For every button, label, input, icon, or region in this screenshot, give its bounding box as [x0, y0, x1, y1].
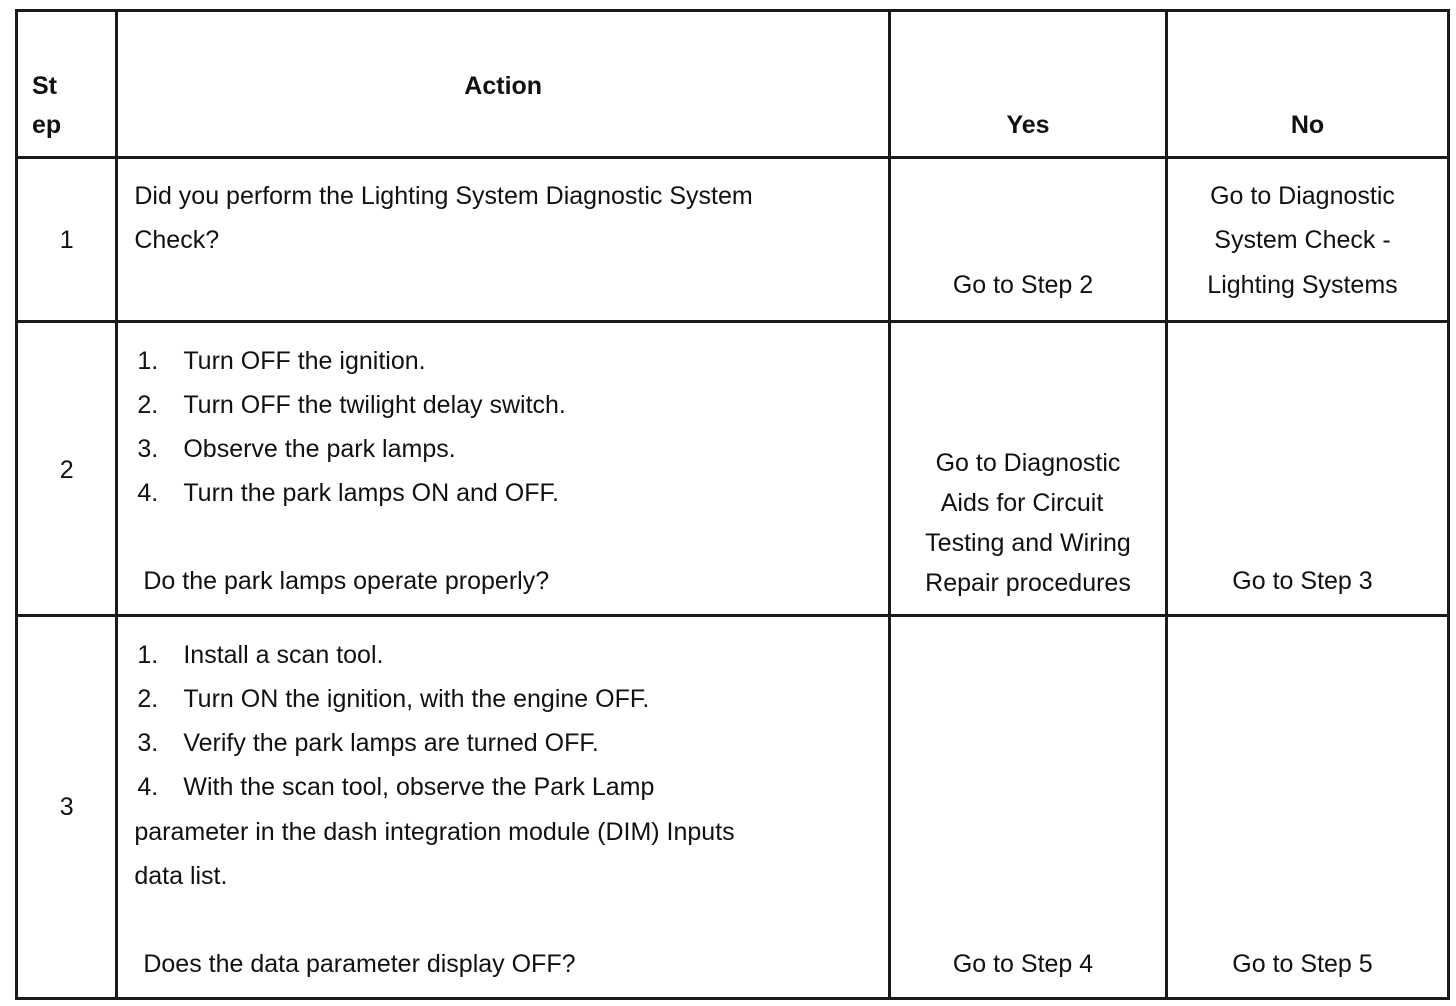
table-header-row: [17, 11, 1449, 158]
header-action-cell: [117, 11, 890, 158]
step-cell: [17, 616, 117, 999]
yes-result: Go to Step 4: [952, 950, 1094, 978]
list-item: [137, 339, 566, 383]
step-number: 1: [59, 226, 74, 254]
no-result: Go to Step 3: [1232, 567, 1373, 595]
action-cell: [117, 158, 890, 322]
yes-result-line: Go to Diagnostic: [935, 449, 1121, 477]
yes-cell: [890, 616, 1167, 999]
item-number: 2.: [137, 391, 159, 419]
action-text-line: Check?: [134, 226, 220, 254]
yes-result: Go to Step 2: [952, 271, 1094, 299]
item-text: Turn the park lamps ON and OFF.: [183, 479, 559, 507]
list-item: [137, 427, 566, 471]
header-action: Action: [464, 72, 543, 100]
step-number: 3: [59, 793, 74, 821]
action-continuation-line: data list.: [134, 862, 228, 890]
question-text: Does the data parameter display OFF?: [143, 950, 576, 978]
item-number: 1.: [137, 641, 159, 669]
action-cell: [117, 616, 890, 999]
list-item: [137, 383, 566, 427]
item-text: Observe the park lamps.: [183, 435, 456, 463]
list-item: [137, 677, 654, 721]
no-cell: [1166, 322, 1448, 616]
diagnostic-table: [15, 9, 1450, 1000]
item-number: 1.: [137, 347, 159, 375]
action-continuation-line: parameter in the dash integration module (DIM) Inputs: [134, 818, 735, 846]
step-number: 2: [59, 456, 74, 484]
no-cell: [1166, 158, 1448, 322]
step-cell: [17, 158, 117, 322]
no-result-line: Lighting Systems: [1207, 271, 1398, 299]
item-text: Turn ON the ignition, with the engine OFF.: [183, 685, 650, 713]
step-cell: [17, 322, 117, 616]
list-item: [137, 765, 654, 809]
no-result: Go to Step 5: [1232, 950, 1373, 978]
question-text: Do the park lamps operate properly?: [143, 567, 550, 595]
item-number: 3.: [137, 729, 159, 757]
table-row: [17, 158, 1449, 322]
header-step-cell: [17, 11, 117, 158]
item-number: 4.: [137, 479, 159, 507]
header-yes-cell: [890, 11, 1167, 158]
procedure-list: [137, 339, 566, 515]
item-text: Install a scan tool.: [183, 641, 384, 669]
action-cell: [117, 322, 890, 616]
list-item: [137, 471, 566, 515]
item-text: With the scan tool, observe the Park Lamp: [183, 773, 655, 801]
header-no: No: [1290, 111, 1325, 139]
item-number: 2.: [137, 685, 159, 713]
no-result-line: Go to Diagnostic: [1210, 182, 1395, 210]
procedure-list: [137, 633, 654, 809]
yes-result-line: Aids for Circuit: [940, 489, 1104, 517]
table-row: [17, 616, 1449, 999]
header-no-cell: [1166, 11, 1448, 158]
no-result-line: System Check -: [1214, 226, 1391, 254]
item-number: 3.: [137, 435, 159, 463]
yes-cell: [890, 322, 1167, 616]
yes-result-line: Repair procedures: [925, 569, 1131, 597]
list-item: [137, 633, 654, 677]
item-text: Verify the park lamps are turned OFF.: [183, 729, 599, 757]
header-step-line1: St: [32, 72, 57, 100]
no-cell: [1166, 616, 1448, 999]
header-step-line2: ep: [32, 111, 62, 139]
action-text-line: Did you perform the Lighting System Diagnostic System: [134, 182, 753, 210]
yes-result-line: Testing and Wiring: [925, 529, 1131, 557]
table-row: [17, 322, 1449, 616]
item-number: 4.: [137, 773, 159, 801]
list-item: [137, 721, 654, 765]
header-yes: Yes: [1006, 111, 1050, 139]
item-text: Turn OFF the ignition.: [183, 347, 426, 375]
yes-cell: [890, 158, 1167, 322]
item-text: Turn OFF the twilight delay switch.: [183, 391, 566, 419]
